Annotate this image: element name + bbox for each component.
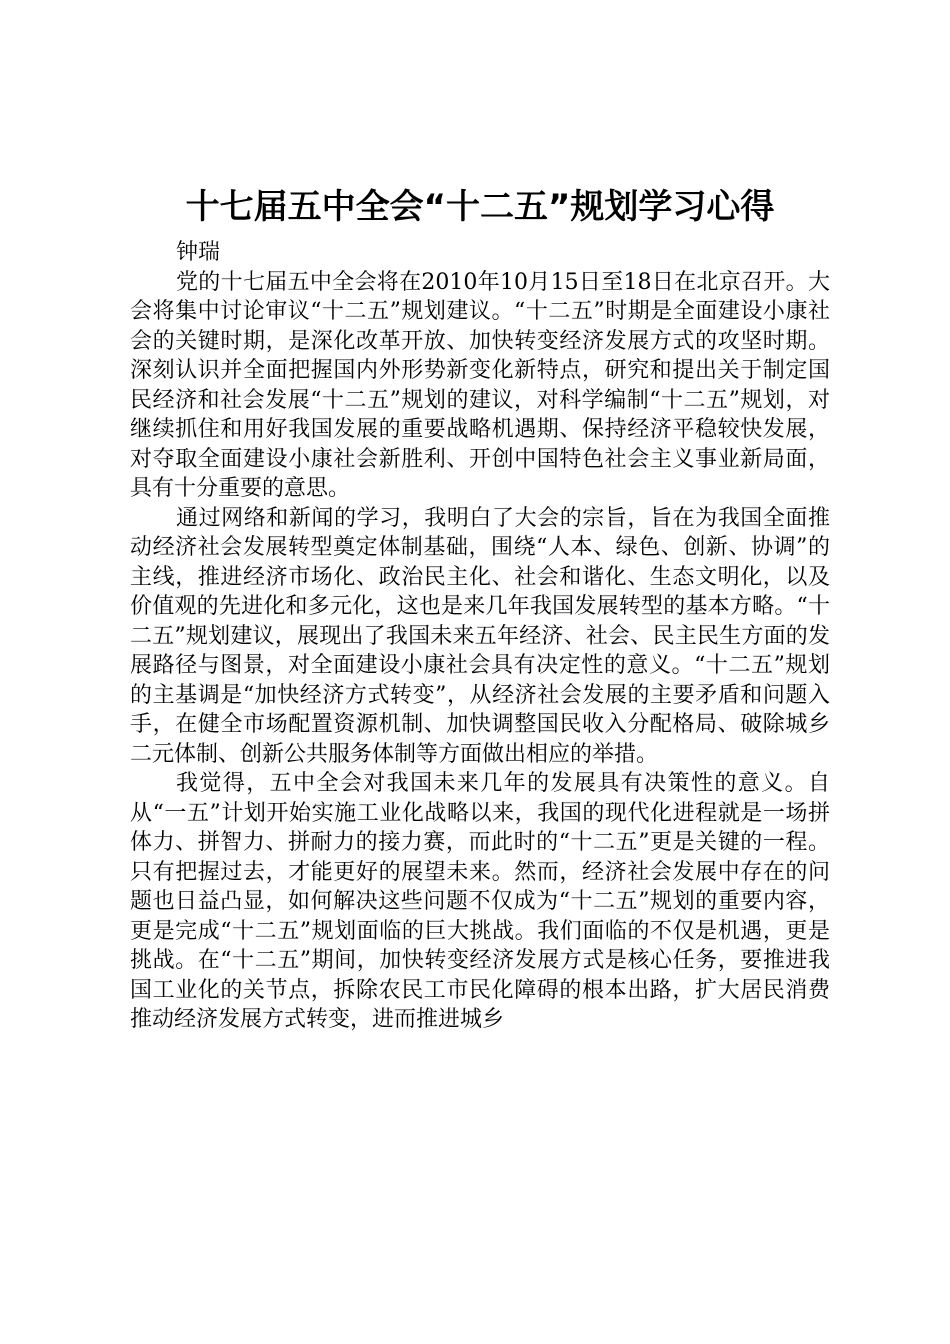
paragraph-1: 党的十七届五中全会将在2010年10月15日至18日在北京召开。大会将集中讨论审议“十二五”规划建议。“十二五”时期是全面建设小康社会的关键时期，是深化改革开放、加快转变经济发展方式的攻坚时期。深刻认识并全面把握国内外形势新变化新特点，研究和提出关于制定国民经济和社会发展“十二五”规划的建议，对科学编制“十二五”规划，对继续抓住和用好我国发展的重要战略机遇期、保持经济平稳较快发展，对夺取全面建设小康社会新胜利、开创中国特色社会主义事业新局面，具有十分重要的意思。 — [130, 269, 830, 501]
document-page — [130, 182, 830, 1035]
paragraph-3: 我觉得，五中全会对我国未来几年的发展具有决策性的意义。自从“一五”计划开始实施工业化战略以来，我国的现代化进程就是一场拼体力、拼智力、拼耐力的接力赛，而此时的“十二五”更是关键的一程。只有把握过去，才能更好的展望未来。然而，经济社会发展中存在的问题也日益凸显，如何解决这些问题不仅成为“十二五”规划的重要内容，更是完成“十二五”规划面临的巨大挑战。我们面临的不仅是机遇，更是挑战。在“十二五”期间，加快转变经济发展方式是核心任务，要推进我国工业化的关节点，拆除农民工市民化障碍的根本出路，扩大居民消费推动经济发展方式转变，进而推进城乡 — [130, 771, 830, 1032]
paragraph-2: 通过网络和新闻的学习，我明白了大会的宗旨，旨在为我国全面推动经济社会发展转型奠定体制基础，围绕“人本、绿色、创新、协调”的主线，推进经济市场化、政治民主化、社会和谐化、生态文明化，以及价值观的先进化和多元化，这也是来几年我国发展转型的基本方略。“十二五”规划建议，展现出了我国未来五年经济、社会、民主民生方面的发展路径与图景，对全面建设小康社会具有决定性的意义。“十二五”规划的主基调是“加快经济方式转变”，从经济社会发展的主要矛盾和问题入手，在健全市场配置资源机制、加快调整国民收入分配格局、破除城乡二元体制、创新公共服务体制等方面做出相应的举措。 — [130, 505, 830, 767]
document-author: 钟瑞 — [176, 240, 221, 265]
document-title: 十七届五中全会“十二五”规划学习心得 — [185, 187, 775, 227]
